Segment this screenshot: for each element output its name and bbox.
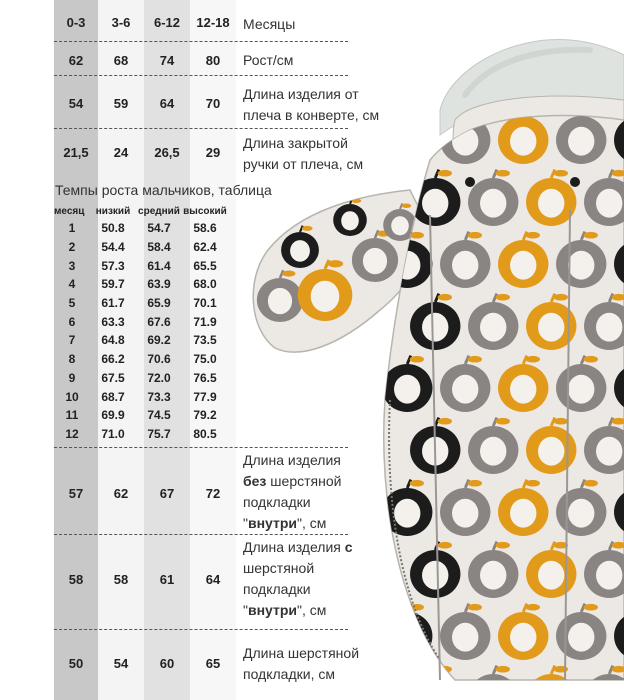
column-header: высокий [183, 205, 227, 217]
month-cell: 8 [68, 352, 76, 367]
sleeve-length-value: 21,5 [63, 145, 89, 160]
months-label: Месяцы [243, 16, 296, 32]
growth-table-title: Темпы роста мальчиков, таблица [55, 182, 272, 198]
envelope-length-value: 59 [113, 96, 129, 111]
label-line: подкладки, см [243, 666, 335, 682]
height-cell: 65.5 [193, 258, 217, 273]
month-cell: 6 [68, 314, 76, 329]
wool-lining-length-value: 65 [205, 656, 221, 671]
column-header: низкий [95, 205, 131, 217]
label-line: шерстяной [243, 560, 315, 576]
body [382, 108, 624, 700]
label-line: подкладки [243, 581, 311, 597]
height-label: Рост/см [243, 52, 294, 68]
envelope-length-value: 70 [205, 96, 221, 111]
growth-table-row [54, 294, 228, 313]
height-cell: 73.5 [193, 333, 217, 348]
height-cell: 58.6 [193, 221, 217, 236]
wool-lining-length-value: 54 [113, 656, 129, 671]
label-bold: внутри [247, 602, 298, 618]
label-text: " [243, 602, 248, 618]
height-value: 68 [113, 53, 129, 68]
growth-table-row [54, 256, 228, 275]
growth-table-row [54, 312, 228, 331]
height-cell: 77.9 [193, 389, 217, 404]
height-cell: 61.7 [101, 296, 125, 311]
with-lining-length-value: 61 [159, 572, 175, 587]
height-cell: 65.9 [147, 296, 171, 311]
growth-table-row [54, 425, 228, 444]
growth-table-row [54, 238, 228, 257]
envelope-length-value: 64 [159, 96, 175, 111]
growth-table-row [54, 369, 228, 388]
height-cell: 73.3 [147, 389, 171, 404]
height-cell: 69.9 [101, 408, 125, 423]
height-cell: 63.3 [101, 314, 125, 329]
height-cell: 64.8 [101, 333, 125, 348]
label-bold: без [243, 473, 267, 489]
height-cell: 68.0 [193, 277, 217, 292]
age-header-0-3: 0-3 [66, 15, 86, 30]
height-cell: 72.0 [147, 370, 171, 385]
label-line: Длина закрытой [243, 135, 348, 151]
label-text: Длина изделия [243, 539, 345, 555]
column-header: месяц [54, 205, 85, 217]
label-bold: с [344, 539, 353, 555]
no-lining-length-value: 72 [205, 486, 221, 501]
wool-lining-length-value: 50 [68, 656, 84, 671]
with-lining-length-value: 58 [113, 572, 129, 587]
no-lining-length-value: 62 [113, 486, 129, 501]
height-cell: 68.7 [101, 389, 125, 404]
month-cell: 9 [68, 370, 76, 385]
envelope-length-value: 54 [68, 96, 84, 111]
height-cell: 75.7 [147, 426, 171, 441]
growth-table-header [54, 203, 228, 219]
label-bold: внутри [247, 515, 298, 531]
height-cell: 74.5 [147, 408, 171, 423]
label-line: подкладки [243, 494, 311, 510]
month-cell: 3 [68, 258, 76, 273]
month-cell: 10 [65, 389, 79, 404]
height-cell: 63.9 [147, 277, 171, 292]
height-cell: 75.0 [193, 352, 217, 367]
wool-lining-length-value: 60 [159, 656, 175, 671]
height-cell: 79.2 [193, 408, 217, 423]
height-cell: 54.4 [101, 240, 125, 255]
month-cell: 2 [68, 240, 76, 255]
month-cell: 11 [65, 408, 79, 423]
month-cell: 4 [68, 277, 76, 292]
height-cell: 69.2 [147, 333, 171, 348]
growth-table-row [54, 219, 228, 238]
sleeve-length-value: 29 [205, 145, 221, 160]
height-value: 62 [68, 53, 84, 68]
column-header: средний [138, 205, 180, 217]
label-text: ", см [297, 602, 327, 618]
height-cell: 61.4 [147, 258, 171, 273]
height-cell: 70.6 [147, 352, 171, 367]
height-cell: 50.8 [101, 221, 125, 236]
height-cell: 71.9 [193, 314, 217, 329]
age-header-12-18: 12-18 [196, 15, 230, 30]
label-text: шерстяной [266, 473, 342, 489]
height-cell: 62.4 [193, 240, 217, 255]
apple-print-icon [382, 108, 432, 164]
label-text: " [243, 515, 248, 531]
growth-table [54, 203, 228, 443]
month-cell: 1 [68, 221, 76, 236]
growth-table-row [54, 275, 228, 294]
height-cell: 70.1 [193, 296, 217, 311]
label-line: Длина изделия [243, 452, 341, 468]
growth-table-row [54, 350, 228, 369]
with-lining-length-value: 58 [68, 572, 84, 587]
height-cell: 71.0 [101, 426, 125, 441]
label-text: ", см [297, 515, 327, 531]
age-header-3-6: 3-6 [111, 15, 131, 30]
month-cell: 12 [65, 426, 79, 441]
label-line: плеча в конверте, см [243, 107, 380, 123]
height-cell: 58.4 [147, 240, 171, 255]
no-lining-length-value: 57 [68, 486, 84, 501]
sleeve-length-value: 24 [113, 145, 129, 160]
height-cell: 54.7 [147, 221, 171, 236]
height-cell: 66.2 [101, 352, 125, 367]
height-cell: 67.6 [147, 314, 171, 329]
height-value: 74 [159, 53, 175, 68]
label-line: ручки от плеча, см [243, 156, 364, 172]
height-cell: 67.5 [101, 370, 125, 385]
height-cell: 80.5 [193, 426, 217, 441]
month-cell: 5 [68, 296, 76, 311]
no-lining-length-value: 67 [159, 486, 175, 501]
growth-table-row [54, 406, 228, 425]
label-line: Длина шерстяной [243, 645, 360, 661]
height-value: 80 [205, 53, 221, 68]
height-cell: 76.5 [193, 370, 217, 385]
growth-table-row [54, 331, 228, 350]
with-lining-length-value: 64 [205, 572, 221, 587]
month-cell: 7 [68, 333, 76, 348]
growth-table-row [54, 387, 228, 406]
age-header-6-12: 6-12 [153, 15, 181, 30]
label-line: Длина изделия от [243, 86, 359, 102]
sleeve-length-value: 26,5 [154, 145, 180, 160]
height-cell: 57.3 [101, 258, 125, 273]
height-cell: 59.7 [101, 277, 125, 292]
snowsuit-illustration [240, 0, 624, 700]
